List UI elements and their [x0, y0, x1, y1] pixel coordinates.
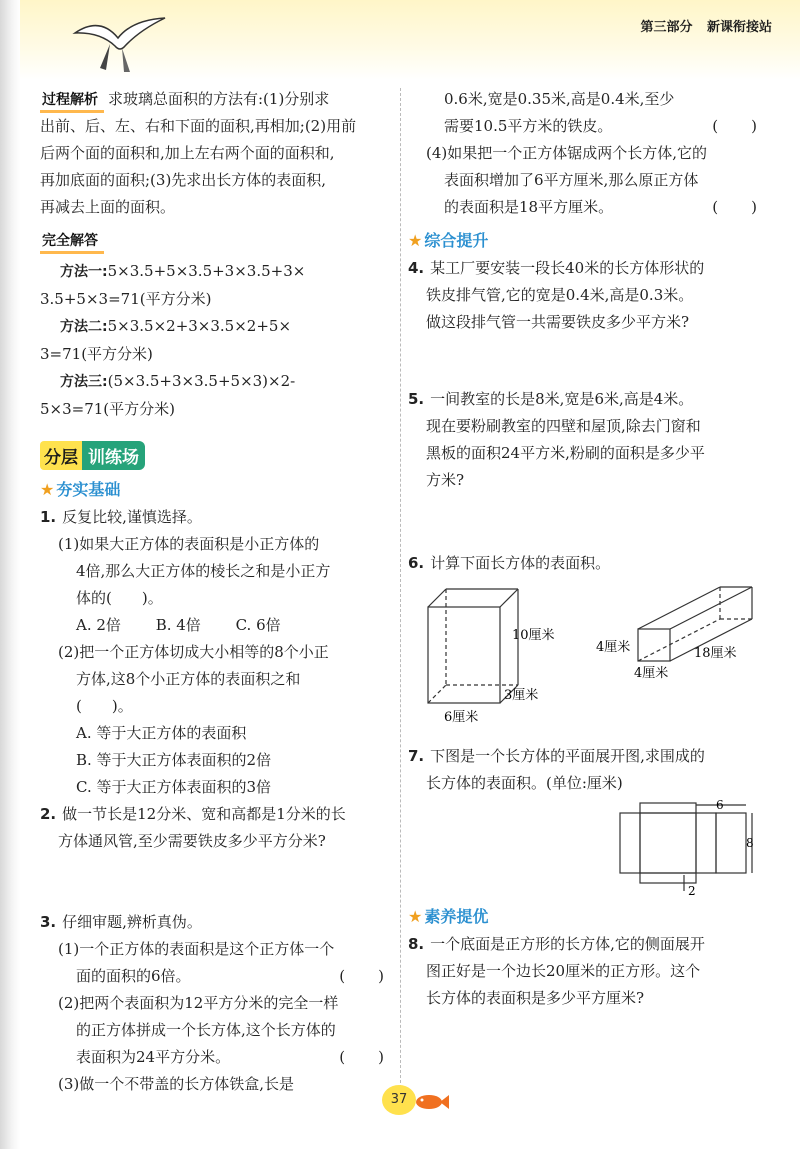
- sub-question: (3)做一个不带盖的长方体铁盒,长是: [58, 1075, 295, 1093]
- left-column: [40, 86, 385, 1098]
- column-divider: [400, 88, 401, 1088]
- right-column: [408, 86, 758, 1012]
- net-dim-c: 2: [688, 884, 696, 898]
- method-label: 方法一:: [60, 264, 108, 280]
- method-formula: 5×3=71(平方分米): [40, 400, 176, 418]
- option: C. 6倍: [235, 616, 281, 634]
- method-formula: 5×3.5+5×3.5+3×3.5+3×: [107, 262, 306, 280]
- question-number: 7.: [408, 747, 425, 765]
- method-label: 方法三:: [60, 374, 108, 390]
- method-formula: 3.5+5×3=71(平方分米): [40, 290, 212, 308]
- question-number: 8.: [408, 935, 425, 953]
- question-text: 反复比较,谨慎选择。: [62, 508, 202, 526]
- sub-question: 表面积为24平方分米。 ( ): [40, 1044, 385, 1071]
- question-text: 现在要粉刷教室的四壁和屋顶,除去门窗和: [426, 417, 701, 435]
- question-text: 下图是一个长方体的平面展开图,求围成的: [430, 747, 705, 765]
- option: B. 4倍: [155, 616, 201, 634]
- option-row: [40, 612, 385, 639]
- method-label: 方法二:: [60, 319, 108, 335]
- cuboid-figures: [408, 577, 758, 727]
- sub-question: 的正方体拼成一个长方体,这个长方体的: [76, 1021, 336, 1039]
- star-icon: ★: [40, 480, 55, 499]
- question-number: 6.: [408, 554, 425, 572]
- banner-part-b: 训练场: [82, 441, 145, 470]
- sub-question: (4)如果把一个正方体锯成两个长方体,它的: [426, 144, 708, 162]
- question-text: 做一节长是12分米、宽和高都是1分米的长: [62, 805, 346, 823]
- question-number: 2.: [40, 805, 57, 823]
- question-number: 4.: [408, 259, 425, 277]
- sub-question: 的表面积是18平方厘米。 ( ): [408, 194, 758, 221]
- page-number: 37: [382, 1085, 416, 1115]
- answer-bracket[interactable]: ( ): [712, 117, 758, 135]
- banner-part-a: 分层: [40, 441, 82, 470]
- answer-bracket[interactable]: ( ): [339, 1048, 385, 1066]
- quality-heading: ★ 素养提优: [408, 907, 489, 926]
- star-icon: ★: [408, 907, 423, 926]
- sub-question: 0.6米,宽是0.35米,高是0.4米,至少: [444, 90, 675, 108]
- sub-question: 4倍,那么大正方体的棱长之和是小正方: [76, 562, 331, 580]
- question-text: 方体通风管,至少需要铁皮多少平方分米?: [58, 832, 326, 850]
- sub-question: (2)把两个表面积为12平方分米的完全一样: [58, 994, 339, 1012]
- cuboid-figure-1: [428, 589, 518, 703]
- analysis-line: 后两个面的面积和,加上左右两个面的面积和,: [40, 144, 335, 162]
- training-banner: [40, 441, 145, 470]
- sub-question: 方体,这8个小正方体的表面积之和: [76, 670, 301, 688]
- analysis-line: 再加底面的面积;(3)先求出长方体的表面积,: [40, 171, 327, 189]
- fig1-height-label: 10厘米: [512, 628, 555, 643]
- sub-question: (2)把一个正方体切成大小相等的8个小正: [58, 643, 329, 661]
- fig1-depth-label: 3厘米: [504, 688, 539, 703]
- question-text: 计算下面长方体的表面积。: [430, 554, 611, 572]
- fig1-width-label: 6厘米: [444, 710, 479, 725]
- question-text: 长方体的表面积。(单位:厘米): [426, 774, 623, 792]
- question-text: 铁皮排气管,它的宽是0.4米,高是0.3米。: [426, 286, 694, 304]
- method-formula: 5×3.5×2+3×3.5×2+5×: [107, 317, 292, 335]
- answer-bracket[interactable]: ( ): [339, 967, 385, 985]
- page-header: [630, 16, 772, 35]
- option: B. 等于大正方体表面积的2倍: [76, 751, 272, 769]
- analysis-line: 再减去上面的面积。: [40, 198, 176, 216]
- answer-tag: 完全解答: [40, 231, 104, 254]
- comprehensive-heading: ★ 综合提升: [408, 231, 489, 250]
- fig2-width-label: 4厘米: [634, 666, 669, 681]
- question-number: 1.: [40, 508, 57, 526]
- sub-question: 需要10.5平方米的铁皮。 ( ): [408, 113, 758, 140]
- question-text: 方米?: [426, 471, 465, 489]
- option: A. 等于大正方体的表面积: [76, 724, 247, 742]
- net-dim-b: 8: [746, 836, 754, 850]
- sub-question: 表面积增加了6平方厘米,那么原正方体: [444, 171, 699, 189]
- question-number: 3.: [40, 913, 57, 931]
- sub-question: 面的面积的6倍。 ( ): [40, 963, 385, 990]
- analysis-line: 求玻璃总面积的方法有:(1)分别求: [108, 90, 330, 108]
- header-title: 新课衔接站: [706, 20, 772, 35]
- question-text: 长方体的表面积是多少平方厘米?: [426, 989, 645, 1007]
- star-icon: ★: [408, 231, 423, 250]
- question-text: 某工厂要安装一段长40米的长方体形状的: [430, 259, 705, 277]
- sub-question: ( )。: [76, 697, 133, 715]
- seagull-illustration: [70, 8, 170, 78]
- cuboid-net-figure: [408, 799, 758, 899]
- question-text: 做这段排气管一共需要铁皮多少平方米?: [426, 313, 690, 331]
- analysis-tag: 过程解析: [40, 90, 104, 113]
- sub-question: (1)一个正方体的表面积是这个正方体一个: [58, 940, 335, 958]
- option: A. 2倍: [76, 616, 121, 634]
- method-formula: (5×3.5+3×3.5+5×3)×2-: [107, 372, 296, 390]
- option: C. 等于大正方体表面积的3倍: [76, 778, 272, 796]
- question-text: 一个底面是正方形的长方体,它的侧面展开: [430, 935, 705, 953]
- net-dim-a: 6: [716, 799, 724, 812]
- fish-icon: [414, 1092, 450, 1112]
- method-formula: 3=71(平方分米): [40, 345, 153, 363]
- book-binding: [0, 0, 20, 1149]
- fig2-length-label: 18厘米: [694, 646, 737, 661]
- question-text: 黑板的面积24平方米,粉刷的面积是多少平: [426, 444, 705, 462]
- sub-question: (1)如果大正方体的表面积是小正方体的: [58, 535, 320, 553]
- sub-question: 体的( )。: [76, 589, 163, 607]
- question-text: 一间教室的长是8米,宽是6米,高是4米。: [430, 390, 694, 408]
- answer-bracket[interactable]: ( ): [712, 198, 758, 216]
- fig2-height-label: 4厘米: [596, 640, 631, 655]
- question-text: 图正好是一个边长20厘米的正方形。这个: [426, 962, 701, 980]
- question-text: 仔细审题,辨析真伪。: [62, 913, 202, 931]
- basics-heading: ★ 夯实基础: [40, 480, 121, 499]
- analysis-line: 出前、后、左、右和下面的面积,再相加;(2)用前: [40, 117, 357, 135]
- header-part: 第三部分: [640, 20, 693, 35]
- question-number: 5.: [408, 390, 425, 408]
